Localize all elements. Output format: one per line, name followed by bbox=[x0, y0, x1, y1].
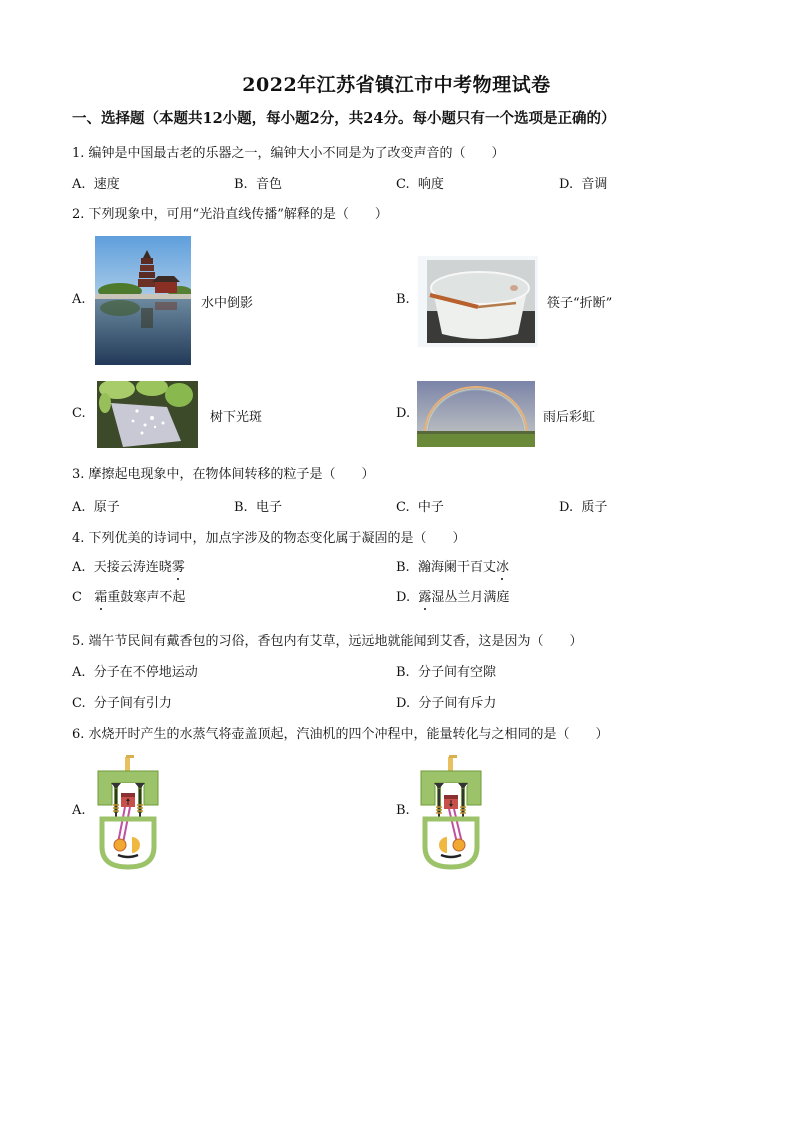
page-title: 2022年江苏省镇江市中考物理试卷 bbox=[242, 74, 551, 96]
option-b[interactable]: B. 音色 bbox=[234, 177, 282, 192]
option-c-key[interactable]: C. bbox=[72, 406, 86, 421]
engine-stroke-piston-down-diagram bbox=[415, 755, 487, 870]
emphasis-dot-char: 冰 bbox=[495, 560, 509, 575]
question-stem: 1. 编钟是中国最古老的乐器之一，编钟大小不同是为了改变声音的（ ） bbox=[72, 146, 505, 161]
emphasis-dot-char: 露 bbox=[418, 590, 432, 605]
option-a[interactable]: A. 分子在不停地运动 bbox=[72, 665, 198, 680]
rainbow-photo bbox=[417, 381, 535, 447]
emphasis-dot-char: 雾 bbox=[171, 560, 185, 575]
option-d[interactable]: D. 露湿丛兰月满庭 bbox=[396, 590, 510, 605]
question-stem: 3. 摩擦起电现象中，在物体间转移的粒子是（ ） bbox=[72, 467, 375, 482]
option-b-label: 筷子“折断” bbox=[547, 296, 613, 311]
option-b[interactable]: B. 分子间有空隙 bbox=[396, 665, 496, 680]
option-b-key[interactable]: B. bbox=[396, 803, 410, 818]
option-d[interactable]: D. 质子 bbox=[559, 500, 608, 515]
option-b[interactable]: B. 电子 bbox=[234, 500, 282, 515]
option-a-label: 水中倒影 bbox=[201, 296, 254, 311]
option-d-label: 雨后彩虹 bbox=[543, 410, 596, 425]
section-heading: 一、选择题（本题共12小题，每小题2分，共24分。每小题只有一个选项是正确的） bbox=[72, 110, 616, 127]
light-spots-under-tree-photo bbox=[97, 381, 198, 448]
option-c[interactable]: C. 响度 bbox=[396, 177, 444, 192]
question-stem: 5. 端午节民间有戴香包的习俗，香包内有艾草，远远地就能闻到艾香，这是因为（ ） bbox=[72, 634, 583, 649]
option-b-key[interactable]: B. bbox=[396, 292, 410, 307]
question-stem: 4. 下列优美的诗词中，加点字涉及的物态变化属于凝固的是（ ） bbox=[72, 531, 466, 546]
option-b[interactable]: B. 瀚海阑干百丈冰 bbox=[396, 560, 509, 575]
option-c[interactable]: C. 分子间有引力 bbox=[72, 696, 172, 711]
option-a-key[interactable]: A. bbox=[72, 803, 86, 818]
option-c[interactable]: C 霜重鼓寒声不起 bbox=[72, 590, 186, 605]
option-c[interactable]: C. 中子 bbox=[396, 500, 444, 515]
question-stem: 2. 下列现象中，可用“光沿直线传播”解释的是（ ） bbox=[72, 207, 388, 222]
chopstick-in-water-photo bbox=[418, 256, 538, 347]
option-a[interactable]: A. 天接云涛连晓雾 bbox=[72, 560, 185, 575]
option-a[interactable]: A. 速度 bbox=[72, 177, 120, 192]
option-d[interactable]: D. 音调 bbox=[559, 177, 608, 192]
question-stem: 6. 水烧开时产生的水蒸气将壶盖顶起，汽油机的四个冲程中，能量转化与之相同的是（ ） bbox=[72, 727, 609, 742]
engine-stroke-piston-up-diagram bbox=[92, 755, 164, 870]
emphasis-dot-char: 霜 bbox=[94, 590, 108, 605]
option-d[interactable]: D. 分子间有斥力 bbox=[396, 696, 497, 711]
option-c-label: 树下光斑 bbox=[210, 410, 263, 425]
option-a-key[interactable]: A. bbox=[72, 292, 86, 307]
option-a[interactable]: A. 原子 bbox=[72, 500, 120, 515]
option-d-key[interactable]: D. bbox=[396, 406, 411, 421]
pagoda-reflection-photo bbox=[95, 236, 191, 365]
